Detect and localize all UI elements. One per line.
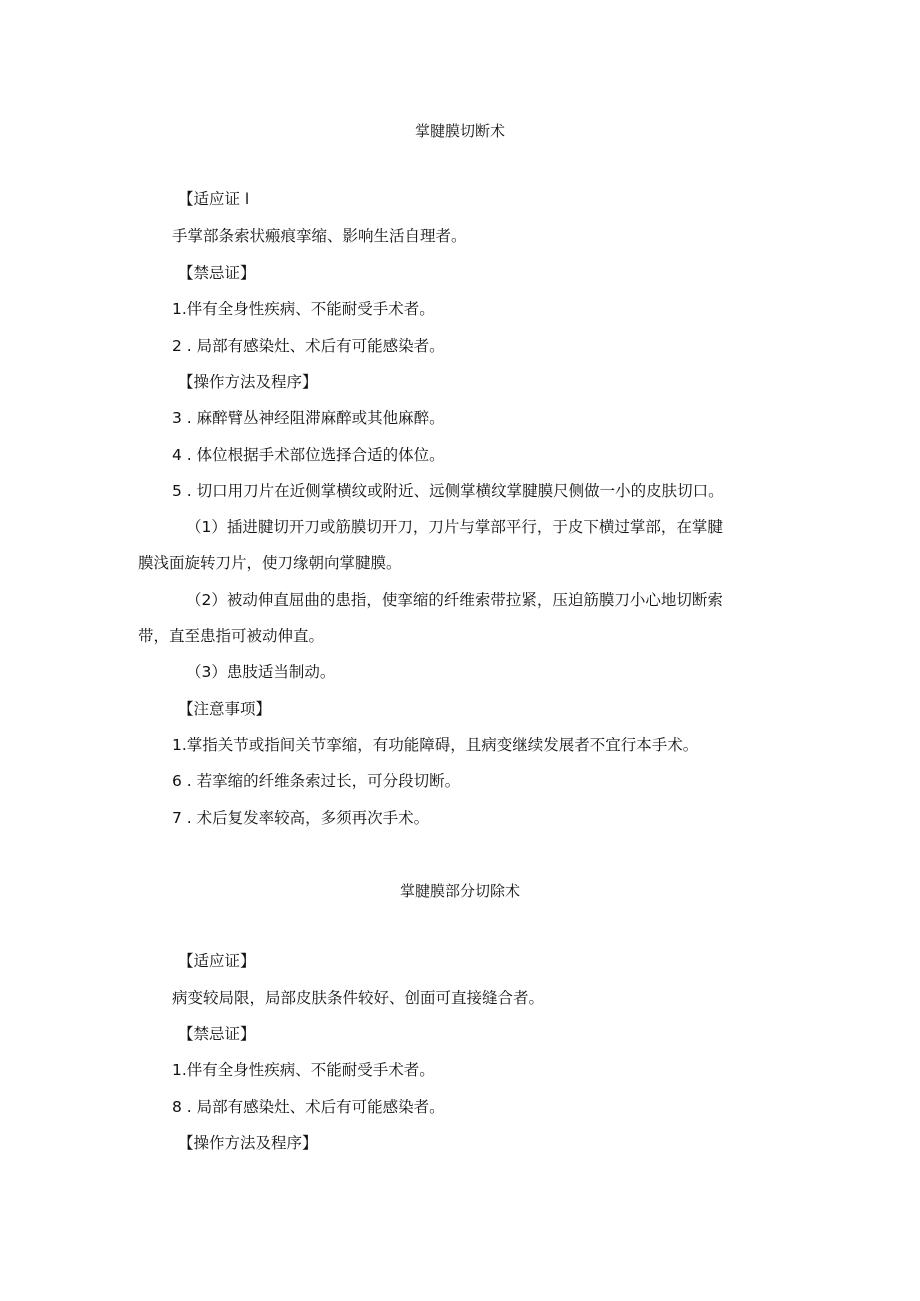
section2-contraindication-heading: 【禁忌证】 xyxy=(178,1025,256,1043)
section1-contraindication-item: 2 . 局部有感染灶、术后有可能感染者。 xyxy=(172,337,445,355)
section1-substep-1-line1: （1）插进腱切开刀或筋膜切开刀，刀片与掌部平行，于皮下横过掌部，在掌腱 xyxy=(186,518,723,536)
section2-contraindication-item: 8 . 局部有感染灶、术后有可能感染者。 xyxy=(172,1098,445,1116)
section1-note-item: 6 . 若挛缩的纤维条索过长，可分段切断。 xyxy=(172,772,461,790)
section1-contraindication-item: 1.伴有全身性疾病、不能耐受手术者。 xyxy=(172,300,435,318)
section1-indication-heading: 【适应证 l xyxy=(178,190,250,208)
section2-contraindication-item: 1.伴有全身性疾病、不能耐受手术者。 xyxy=(172,1061,435,1079)
section1-title: 掌腱膜切断术 xyxy=(414,122,505,140)
section1-indication-text: 手掌部条索状瘢痕挛缩、影响生活自理者。 xyxy=(172,227,467,245)
section2-title: 掌腱膜部分切除术 xyxy=(399,882,520,900)
section1-notes-heading: 【注意事项】 xyxy=(178,700,272,718)
section1-substep-1-line2: 膜浅面旋转刀片，使刀缘朝向掌腱膜。 xyxy=(138,554,402,572)
section1-procedure-item: 4 . 体位根据手术部位选择合适的体位。 xyxy=(172,446,445,464)
section1-note-item: 1.掌指关节或指间关节挛缩，有功能障碍，且病变继续发展者不宜行本手术。 xyxy=(172,736,699,754)
section1-substep-3: （3）患肢适当制动。 xyxy=(186,663,336,681)
section1-substep-2-line1: （2）被动伸直屈曲的患指，使挛缩的纤维索带拉紧，压迫筋膜刀小心地切断索 xyxy=(186,591,723,609)
section2-indication-heading: 【适应证】 xyxy=(178,952,256,970)
section1-procedure-item: 5 . 切口用刀片在近侧掌横纹或附近、远侧掌横纹掌腱膜尺侧做一小的皮肤切口。 xyxy=(172,482,724,500)
section1-contraindication-heading: 【禁忌证】 xyxy=(178,264,256,282)
section1-procedure-item: 3 . 麻醉臂丛神经阻滞麻醉或其他麻醉。 xyxy=(172,409,445,427)
section1-procedure-heading: 【操作方法及程序】 xyxy=(178,373,318,391)
section1-note-item: 7 . 术后复发率较高，多须再次手术。 xyxy=(172,809,430,827)
section2-procedure-heading: 【操作方法及程序】 xyxy=(178,1134,318,1152)
section1-substep-2-line2: 带，直至患指可被动伸直。 xyxy=(138,627,325,645)
section2-indication-text: 病变较局限，局部皮肤条件较好、创面可直接缝合者。 xyxy=(172,989,545,1007)
